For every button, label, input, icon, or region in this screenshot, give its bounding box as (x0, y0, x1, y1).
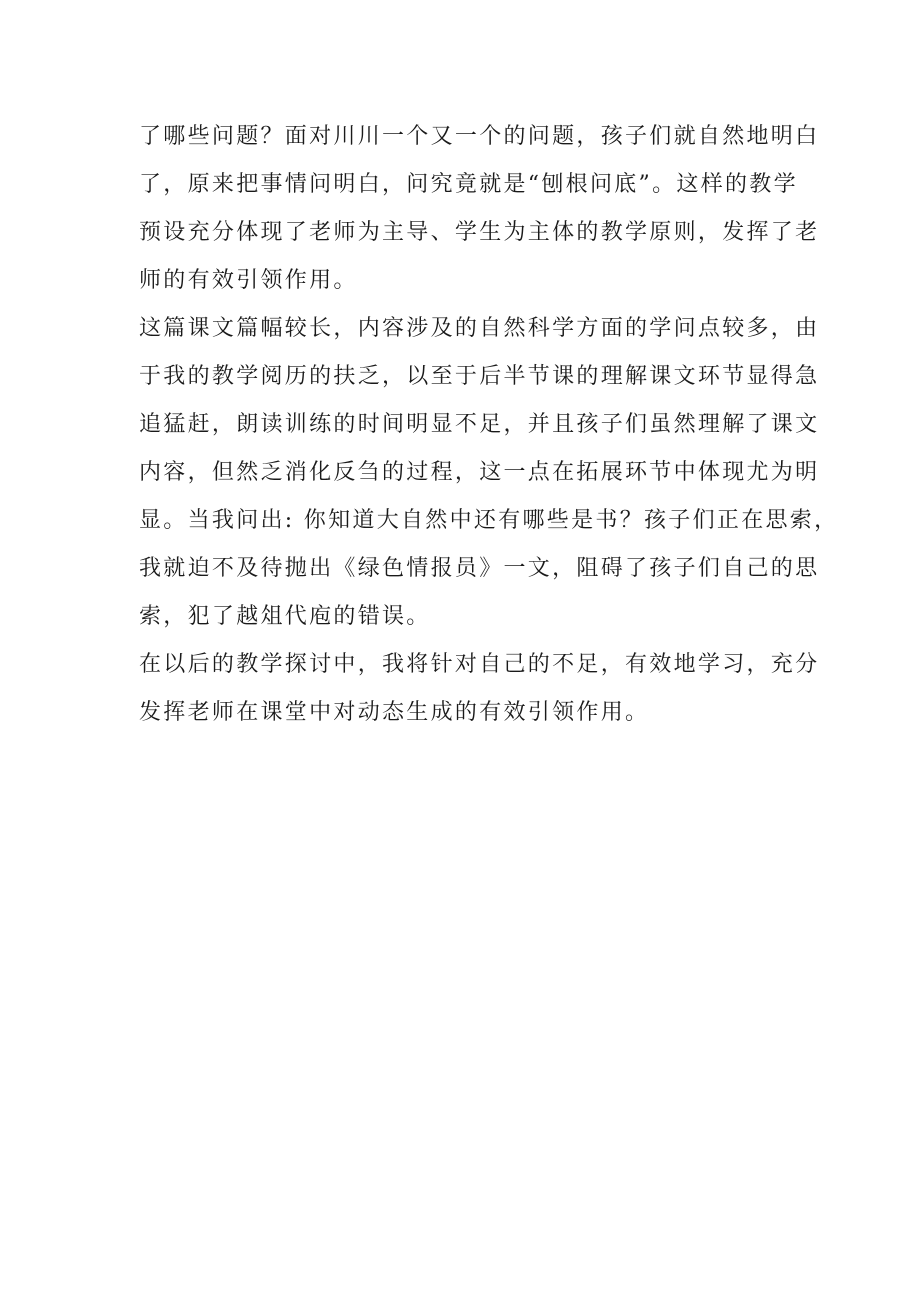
text-line: 这篇课文篇幅较长，内容涉及的自然科学方面的学问点较多，由 (139, 316, 820, 341)
text-line: 发挥老师在课堂中对动态生成的有效引领作用。 (139, 700, 650, 725)
text-line: 索，犯了越俎代庖的错误。 (139, 604, 431, 629)
text-line: 在以后的教学探讨中，我将针对自己的不足，有效地学习，充分 (139, 652, 820, 677)
text-line: 内容，但然乏消化反刍的过程，这一点在拓展环节中体现尤为明 (139, 460, 820, 485)
document-body (139, 113, 839, 737)
text-line: 师的有效引领作用。 (139, 268, 358, 293)
text-line: 追猛赶，朗读训练的时间明显不足，并且孩子们虽然理解了课文 (139, 412, 820, 437)
paragraph-3 (139, 641, 820, 737)
text-line: 了哪些问题？面对川川一个又一个的问题，孩子们就自然地明白 (139, 124, 820, 149)
text-line: 了，原来把事情问明白，问究竟就是“刨根问底”。这样的教学 (139, 172, 798, 197)
paragraph-1 (139, 113, 820, 305)
text-line: 于我的教学阅历的扶乏，以至于后半节课的理解课文环节显得急 (139, 364, 820, 389)
text-line: 预设充分体现了老师为主导、学生为主体的教学原则，发挥了老 (139, 220, 820, 245)
text-line: 显。当我问出: 你知道大自然中还有哪些是书？孩子们正在思索， (139, 508, 839, 533)
paragraph-2 (139, 305, 839, 641)
text-line: 我就迫不及待抛出《绿色情报员》一文，阻碍了孩子们自己的思 (139, 556, 820, 581)
